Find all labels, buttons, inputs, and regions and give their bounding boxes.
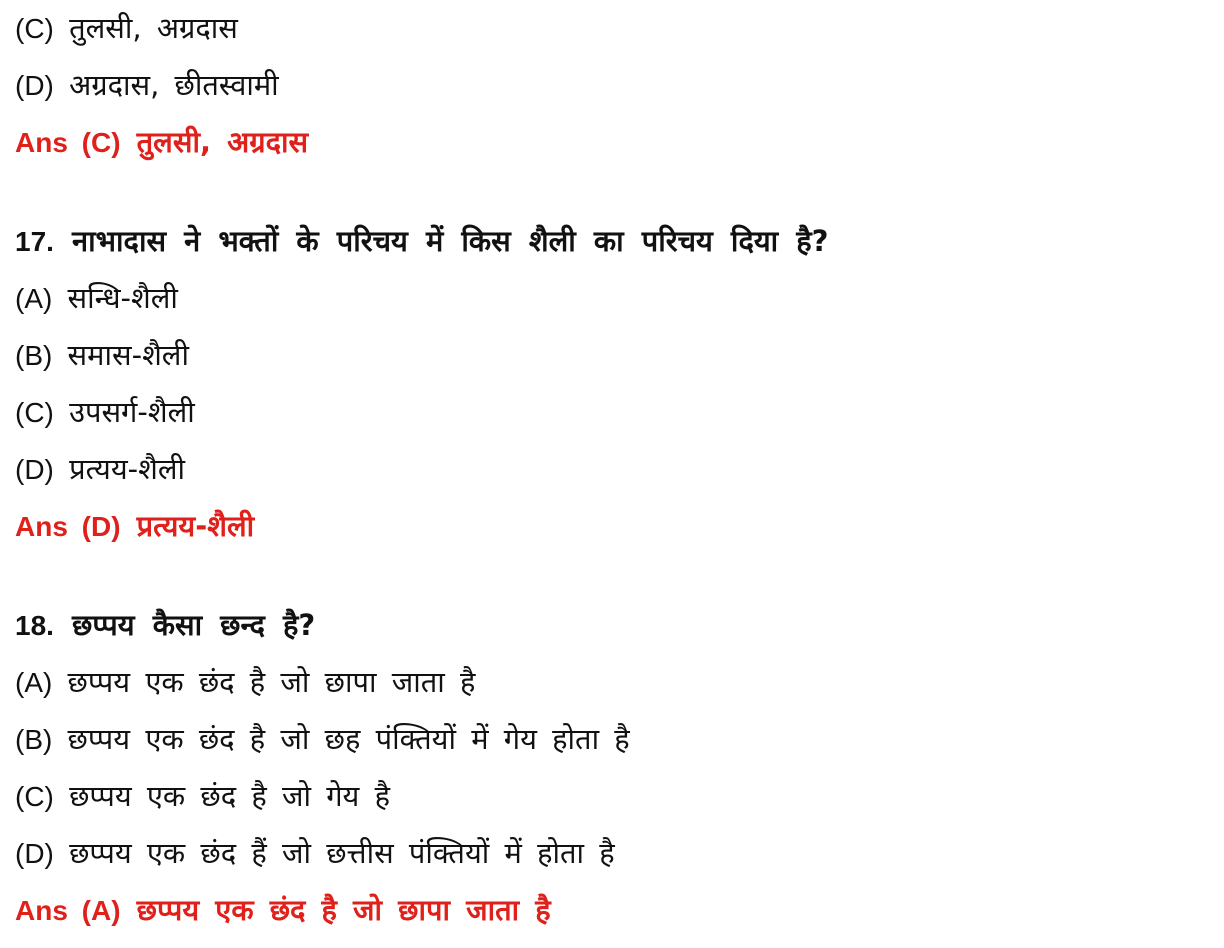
q18-option-a — [15, 662, 475, 702]
q16-answer — [15, 122, 308, 162]
option-text: छप्पय एक छंद है जो छापा जाता है — [67, 665, 476, 699]
q16-option-c — [15, 8, 238, 48]
option-label: (A) — [15, 283, 53, 314]
option-text: छप्पय एक छंद है जो छह पंक्तियों में गेय होता है — [67, 722, 630, 756]
q18-answer — [15, 890, 551, 930]
answer-prefix: Ans (A) — [15, 895, 121, 926]
q17-answer — [15, 506, 254, 546]
option-label: (C) — [15, 397, 54, 428]
option-text: तुलसी, अग्रदास — [69, 11, 238, 45]
option-text: समास-शैली — [67, 338, 189, 372]
answer-text: प्रत्यय-शैली — [136, 509, 255, 543]
option-label: (C) — [15, 781, 54, 812]
option-label: (C) — [15, 13, 54, 44]
option-text: छप्पय एक छंद है जो गेय है — [69, 779, 390, 813]
option-label: (D) — [15, 838, 54, 869]
q17-option-b — [15, 335, 189, 375]
q17-option-a — [15, 278, 178, 318]
option-label: (B) — [15, 724, 53, 755]
q18-question — [15, 605, 315, 645]
q17-question — [15, 221, 829, 261]
option-text: उपसर्ग-शैली — [69, 395, 195, 429]
answer-prefix: Ans (D) — [15, 511, 121, 542]
option-label: (D) — [15, 70, 54, 101]
q18-option-b — [15, 719, 630, 759]
answer-text: तुलसी, अग्रदास — [136, 125, 309, 159]
question-number: 17. — [15, 226, 54, 257]
answer-prefix: Ans (C) — [15, 127, 121, 158]
q17-option-c — [15, 392, 195, 432]
option-label: (B) — [15, 340, 53, 371]
option-text: सन्धि-शैली — [67, 281, 178, 315]
answer-text: छप्पय एक छंद है जो छापा जाता है — [136, 893, 551, 927]
q18-option-c — [15, 776, 390, 816]
option-label: (A) — [15, 667, 53, 698]
q17-option-d — [15, 449, 185, 489]
question-text: नाभादास ने भक्तों के परिचय में किस शैली का परिचय दिया है? — [72, 224, 829, 258]
q16-option-d — [15, 65, 279, 105]
option-text: प्रत्यय-शैली — [69, 452, 186, 486]
question-number: 18. — [15, 610, 54, 641]
q18-option-d — [15, 833, 615, 873]
option-label: (D) — [15, 454, 54, 485]
option-text: छप्पय एक छंद हैं जो छत्तीस पंक्तियों में होता है — [69, 836, 615, 870]
question-text: छप्पय कैसा छन्द है? — [72, 608, 316, 642]
option-text: अग्रदास, छीतस्वामी — [69, 68, 279, 102]
